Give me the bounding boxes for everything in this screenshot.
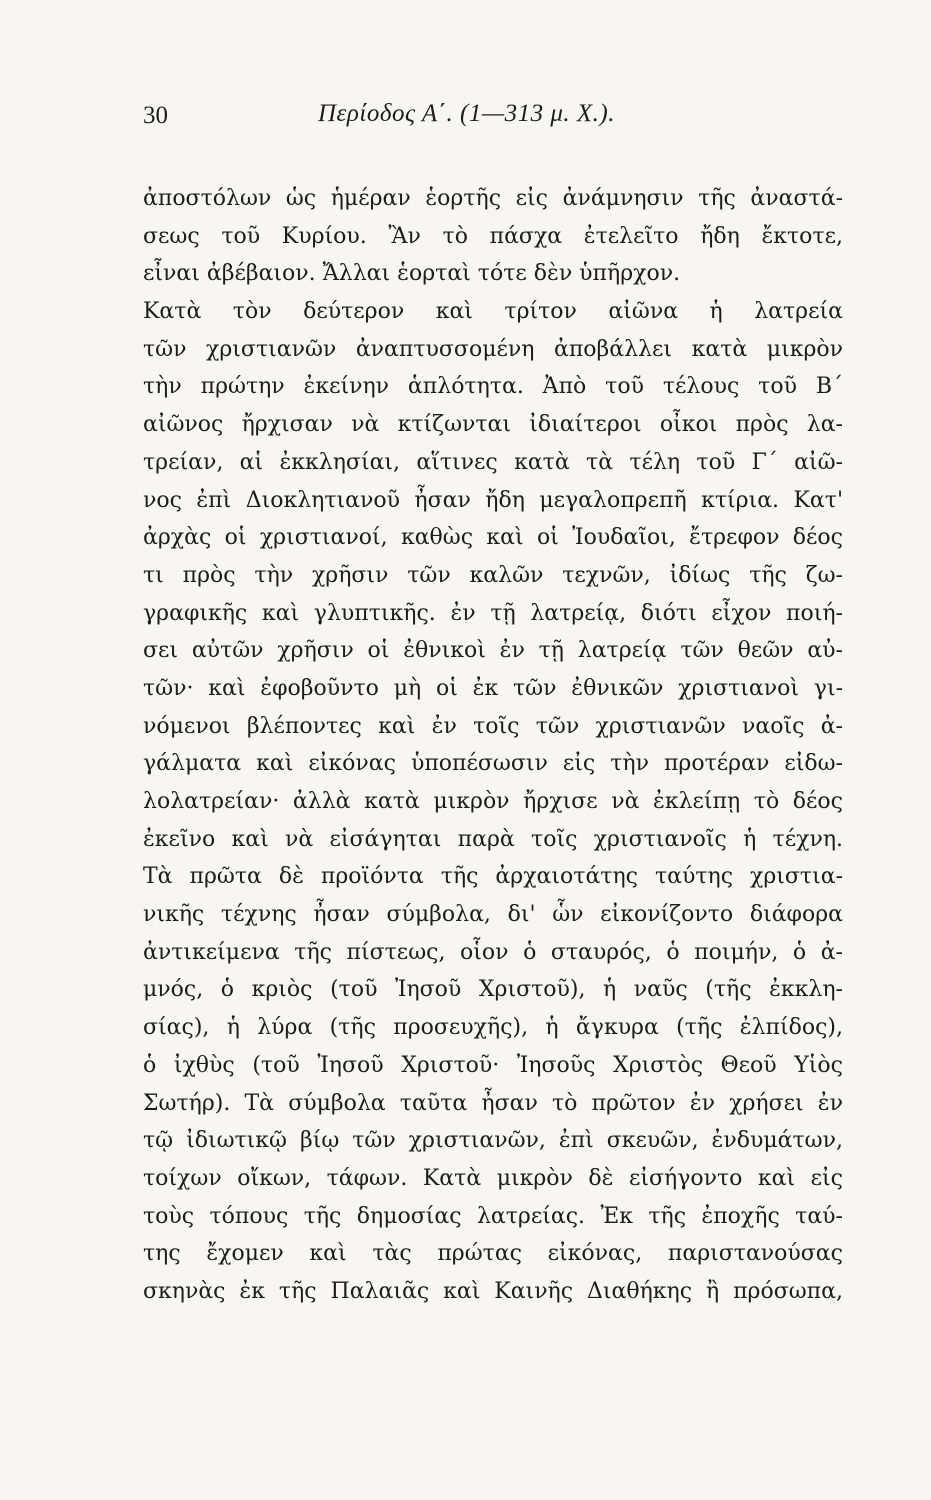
page-header: [143, 100, 843, 140]
text-line: Τὰ πρῶτα δὲ προϊόντα τῆς ἀρχαιοτάτης ταύτης χριστια-: [143, 864, 843, 890]
text-line: σει αὐτῶν χρῆσιν οἱ ἐθνικοὶ ἐν τῇ λατρείᾳ τῶν θεῶν αὐ-: [143, 638, 843, 664]
text-line: νικῆς τέχνης ἦσαν σύμβολα, δι' ὧν εἰκονίζοντο διάφορα: [143, 902, 843, 928]
text-line: τῶν χριστιανῶν ἀναπτυσσομένη ἀποβάλλει κατὰ μικρὸν: [143, 336, 843, 362]
text-line: γάλματα καὶ εἰκόνας ὑποπέσωσιν εἰς τὴν προτέραν εἰδω-: [143, 751, 843, 777]
text-line: ἀρχὰς οἱ χριστιανοί, καθὼς καὶ οἱ Ἰουδαῖοι, ἔτρεφον δέος: [143, 525, 843, 551]
text-line: τι πρὸς τὴν χρῆσιν τῶν καλῶν τεχνῶν, ἰδίως τῆς ζω-: [143, 562, 843, 588]
text-line: σεως τοῦ Κυρίου. Ἂν τὸ πάσχα ἐτελεῖτο ἤδη ἔκτοτε,: [143, 223, 843, 249]
text-line: τρείαν, αἱ ἐκκλησίαι, αἵτινες κατὰ τὰ τέλη τοῦ Γ΄ αἰῶ-: [143, 449, 843, 475]
text-line: σκηνὰς ἐκ τῆς Παλαιᾶς καὶ Καινῆς Διαθήκης ἢ πρόσωπα,: [143, 1278, 843, 1304]
text-line: τοίχων οἴκων, τάφων. Κατὰ μικρὸν δὲ εἰσήγοντο καὶ εἰς: [143, 1165, 843, 1191]
text-line: τῷ ἰδιωτικῷ βίῳ τῶν χριστιανῶν, ἐπὶ σκευῶν, ἐνδυμάτων,: [143, 1128, 843, 1154]
text-line: ἀποστόλων ὡς ἡμέραν ἑορτῆς εἰς ἀνάμνησιν τῆς ἀναστά-: [143, 186, 843, 211]
text-line: αἰῶνος ἤρχισαν νὰ κτίζωνται ἰδιαίτεροι οἶκοι πρὸς λα-: [143, 412, 843, 438]
text-line: γραφικῆς καὶ γλυπτικῆς. ἐν τῇ λατρείᾳ, διότι εἶχον ποιή-: [143, 600, 843, 626]
text-line: νος ἐπὶ Διοκλητιανοῦ ἦσαν ἤδη μεγαλοπρεπῆ κτίρια. Κατ': [143, 487, 843, 513]
text-line: σίας), ἡ λύρα (τῆς προσευχῆς), ἡ ἄγκυρα (τῆς ἐλπίδος),: [143, 1015, 843, 1041]
text-line: της ἔχομεν καὶ τὰς πρώτας εἰκόνας, παριστανούσας: [143, 1241, 843, 1267]
body-text: [143, 180, 843, 1311]
page-number: 30: [143, 102, 168, 129]
text-line: Κατὰ τὸν δεύτερον καὶ τρίτον αἰῶνα ἡ λατρεία: [143, 299, 843, 325]
text-line: τοὺς τόπους τῆς δημοσίας λατρείας. Ἐκ τῆς ἐποχῆς ταύ-: [143, 1203, 843, 1229]
text-line: εἶναι ἀβέβαιον. Ἄλλαι ἑορταὶ τότε δὲν ὑπῆρχον.: [143, 261, 681, 287]
text-line: νόμενοι βλέποντες καὶ ἐν τοῖς τῶν χριστιανῶν ναοῖς ἀ-: [143, 713, 843, 739]
text-line: ὁ ἰχθὺς (τοῦ Ἰησοῦ Χριστοῦ· Ἰησοῦς Χριστὸς Θεοῦ Υἱὸς: [143, 1052, 843, 1078]
text-line: τῶν· καὶ ἐφοβοῦντο μὴ οἱ ἐκ τῶν ἐθνικῶν χριστιανοὶ γι-: [143, 675, 843, 701]
text-line: Σωτήρ). Τὰ σύμβολα ταῦτα ἦσαν τὸ πρῶτον ἐν χρήσει ἐν: [143, 1090, 843, 1116]
text-line: μνός, ὁ κριὸς (τοῦ Ἰησοῦ Χριστοῦ), ἡ ναῦς (τῆς ἐκκλη-: [143, 977, 843, 1003]
text-line: ἐκεῖνο καὶ νὰ εἰσάγηται παρὰ τοῖς χριστιανοῖς ἡ τέχνη.: [143, 826, 843, 852]
text-line: λολατρείαν· ἀλλὰ κατὰ μικρὸν ἤρχισε νὰ ἐκλείπῃ τὸ δέος: [143, 789, 843, 814]
text-line: ἀντικείμενα τῆς πίστεως, οἷον ὁ σταυρός, ὁ ποιμήν, ὁ ἀ-: [143, 939, 843, 965]
text-line: τὴν πρώτην ἐκείνην ἁπλότητα. Ἀπὸ τοῦ τέλους τοῦ Β΄: [143, 374, 843, 400]
running-title: Περίοδος Α΄. (1—313 μ. Χ.).: [318, 100, 615, 127]
